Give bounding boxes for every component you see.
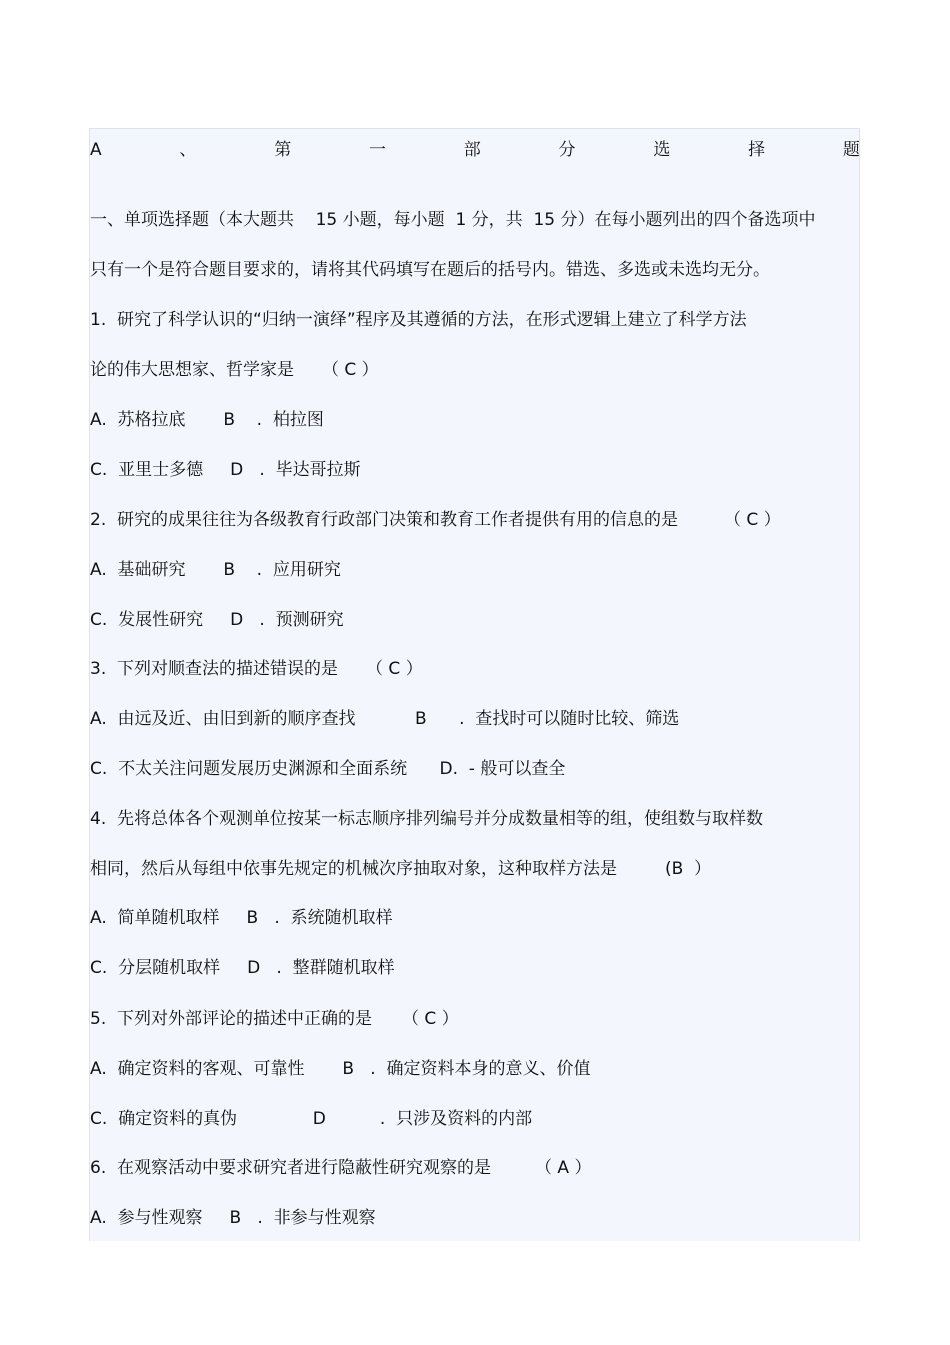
question-6-line [90,1157,591,1179]
question-1-text: 1. 研究了科学认识的“归纳一演绎”程序及其遵循的方法，在形式逻辑上建立了科学方法 [90,310,747,330]
question-1-text-cont [90,359,379,381]
section-instructions-line2: 只有一个是符合题目要求的，请将其代码填写在题后的括号内。错选、多选或未选均无分。 [90,260,770,280]
title-char: A [90,140,102,160]
question-3-text: 3. 下列对顺查法的描述错误的是 [90,659,339,679]
title-char: 、 [179,140,197,160]
question-4-text-cont [90,858,711,880]
question-3-options-cd: C. 不太关注问题发展历史渊源和全面系统 D. - 般可以查全 [90,759,566,779]
question-3-answer: （ C ） [366,659,423,679]
question-5-options-cd: C. 确定资料的真伪 D . 只涉及资料的内部 [90,1109,533,1129]
question-6-answer: （ A ） [535,1158,592,1178]
title-char: 一 [368,140,386,160]
question-3-options-ab: A. 由远及近、由旧到新的顺序查找 B . 查找时可以随时比较、筛选 [90,709,680,729]
question-2-text: 2. 研究的成果往往为各级教育行政部门决策和教育工作者提供有用的信息的是 [90,510,679,530]
question-6-text: 6. 在观察活动中要求研究者进行隐蔽性研究观察的是 [90,1158,492,1178]
question-4-options-cd: C. 分层随机取样 D . 整群随机取样 [90,958,395,978]
question-1-stem-end: 论的伟大思想家、哲学家是 [90,360,294,380]
title-char: 部 [463,140,481,160]
question-4-answer: (B ） [665,859,712,879]
question-4-stem-end: 相同，然后从每组中依事先规定的机械次序抽取对象，这种取样方法是 [90,859,617,879]
title-char: 题 [842,140,860,160]
question-6-options-ab: A. 参与性观察 B . 非参与性观察 [90,1208,376,1228]
question-1-answer: （ C ） [322,360,379,380]
title-char: 第 [274,140,292,160]
title-char: 选 [653,140,671,160]
question-3-line [90,658,423,680]
question-2-options-cd: C. 发展性研究 D . 预测研究 [90,610,344,630]
section-instructions-line1: 一、单项选择题（本大题共 15 小题，每小题 1 分，共 15 分）在每小题列出的四个备选项中 [90,210,816,230]
question-2-line [90,509,781,531]
question-4-text: 4. 先将总体各个观测单位按某一标志顺序排列编号并分成数量相等的组，使组数与取样数 [90,809,764,829]
question-4-options-ab: A. 简单随机取样 B . 系统随机取样 [90,908,393,928]
question-1-options-ab: A. 苏格拉底 B . 柏拉图 [90,410,324,430]
question-5-answer: （ C ） [402,1009,459,1029]
question-5-text: 5. 下列对外部评论的描述中正确的是 [90,1009,373,1029]
title-char: 分 [558,140,576,160]
title-char: 择 [748,140,766,160]
question-2-answer: （ C ） [724,510,781,530]
question-2-options-ab: A. 基础研究 B . 应用研究 [90,560,341,580]
part-title [90,139,860,161]
question-5-options-ab: A. 确定资料的客观、可靠性 B . 确定资料本身的意义、价值 [90,1059,591,1079]
question-5-line [90,1008,459,1030]
question-1-options-cd: C. 亚里士多德 D . 毕达哥拉斯 [90,460,361,480]
